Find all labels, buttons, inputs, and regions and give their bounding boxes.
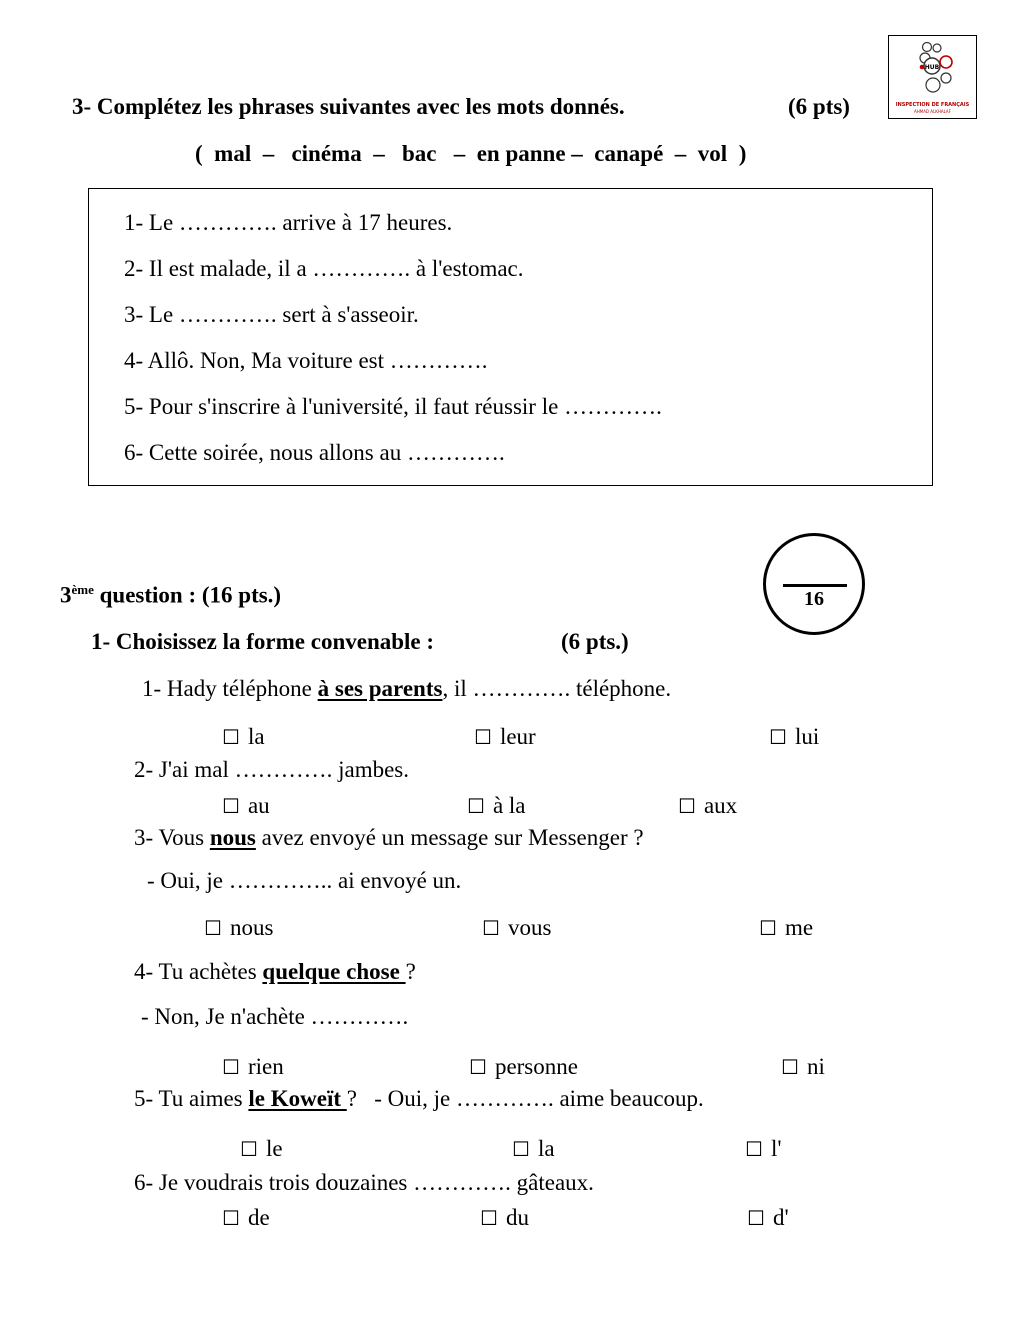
sentence-3: 3- Le …………. sert à s'asseoir. — [124, 302, 419, 327]
question-heading: 3ème question : (16 pts.) — [60, 582, 282, 608]
item-3-option-1[interactable]: ☐ nous — [204, 915, 274, 940]
item-1-option-3[interactable]: ☐ lui — [769, 724, 820, 749]
item-4-question: 4- Tu achètes quelque chose ? — [134, 959, 416, 984]
item-5-option-2[interactable]: ☐ la — [512, 1136, 555, 1161]
item-6-question: 6- Je voudrais trois douzaines …………. gâteaux. — [134, 1170, 594, 1195]
score-value: 16 — [804, 588, 824, 610]
item-2-option-2[interactable]: ☐ à la — [467, 793, 526, 818]
checkbox-icon[interactable]: ☐ — [222, 794, 240, 818]
logo — [888, 35, 977, 119]
item-4-answer: - Non, Je n'achète …………. — [141, 1004, 409, 1029]
logo-subcaption: AHMAD ALKHALAF — [914, 109, 951, 114]
item-5-emphasis: le Koweït — [248, 1086, 347, 1111]
logo-caption: INSPECTION DE FRANÇAIS — [895, 102, 970, 108]
item-3-option-2[interactable]: ☐ vous — [482, 915, 552, 940]
item-6-option-3[interactable]: ☐ d' — [747, 1205, 789, 1230]
checkbox-icon[interactable]: ☐ — [222, 725, 240, 749]
sentence-2: 2- Il est malade, il a …………. à l'estomac. — [124, 256, 524, 281]
item-4-option-1[interactable]: ☐ rien — [222, 1054, 284, 1079]
exercise-title: 3- Complétez les phrases suivantes avec les mots donnés. — [72, 94, 625, 119]
score-circle — [763, 533, 865, 635]
checkbox-icon[interactable]: ☐ — [769, 725, 787, 749]
exercise-points: (6 pts) — [788, 94, 850, 119]
checkbox-icon[interactable]: ☐ — [747, 1206, 765, 1230]
item-3-option-3[interactable]: ☐ me — [759, 915, 814, 940]
checkbox-icon[interactable]: ☐ — [222, 1206, 240, 1230]
item-4-emphasis: quelque chose — [262, 959, 406, 984]
checkbox-icon[interactable]: ☐ — [480, 1206, 498, 1230]
checkbox-icon[interactable]: ☐ — [759, 916, 777, 940]
item-4-option-2[interactable]: ☐ personne — [469, 1054, 578, 1079]
item-6-option-1[interactable]: ☐ de — [222, 1205, 270, 1230]
checkbox-icon[interactable]: ☐ — [781, 1055, 799, 1079]
checkbox-icon[interactable]: ☐ — [204, 916, 222, 940]
sentence-1: 1- Le …………. arrive à 17 heures. — [124, 210, 453, 235]
item-1-emphasis: à ses parents — [317, 676, 443, 701]
word-bank: ( mal – cinéma – bac – en panne – canapé – vol ) — [195, 141, 747, 166]
checkbox-icon[interactable]: ☐ — [482, 916, 500, 940]
sentence-5: 5- Pour s'inscrire à l'université, il faut réussir le …………. — [124, 394, 662, 419]
checkbox-icon[interactable]: ☐ — [222, 1055, 240, 1079]
item-4-option-3[interactable]: ☐ ni — [781, 1054, 825, 1079]
item-5-option-1[interactable]: ☐ le — [240, 1136, 283, 1161]
sentence-4: 4- Allô. Non, Ma voiture est …………. — [124, 348, 488, 373]
part1-points: (6 pts.) — [561, 629, 629, 654]
item-3-answer: - Oui, je ………….. ai envoyé un. — [147, 868, 462, 893]
item-1-question: 1- Hady téléphone à ses parents, il …………. téléphone. — [142, 676, 672, 701]
item-1-option-1[interactable]: ☐ la — [222, 724, 265, 749]
checkbox-icon[interactable]: ☐ — [745, 1137, 763, 1161]
part1-title: 1- Choisissez la forme convenable : — [91, 629, 435, 654]
item-2-question: 2- J'ai mal …………. jambes. — [134, 757, 409, 782]
logo-circles-icon — [889, 36, 976, 102]
checkbox-icon[interactable]: ☐ — [469, 1055, 487, 1079]
score-line — [783, 584, 847, 587]
sentence-6: 6- Cette soirée, nous allons au …………. — [124, 440, 505, 465]
checkbox-icon[interactable]: ☐ — [474, 725, 492, 749]
checkbox-icon[interactable]: ☐ — [512, 1137, 530, 1161]
item-2-option-1[interactable]: ☐ au — [222, 793, 270, 818]
item-3-emphasis: nous — [209, 825, 256, 850]
checkbox-icon[interactable]: ☐ — [467, 794, 485, 818]
item-5-question: 5- Tu aimes le Koweït ? - Oui, je …………. aime beaucoup. — [134, 1086, 704, 1111]
item-2-option-3[interactable]: ☐ aux — [678, 793, 738, 818]
svg-text:HUB: HUB — [924, 64, 940, 71]
item-5-option-3[interactable]: ☐ l' — [745, 1136, 782, 1161]
checkbox-icon[interactable]: ☐ — [678, 794, 696, 818]
item-3-question: 3- Vous nous avez envoyé un message sur Messenger ? — [134, 825, 644, 850]
item-1-option-2[interactable]: ☐ leur — [474, 724, 536, 749]
checkbox-icon[interactable]: ☐ — [240, 1137, 258, 1161]
item-6-option-2[interactable]: ☐ du — [480, 1205, 529, 1230]
